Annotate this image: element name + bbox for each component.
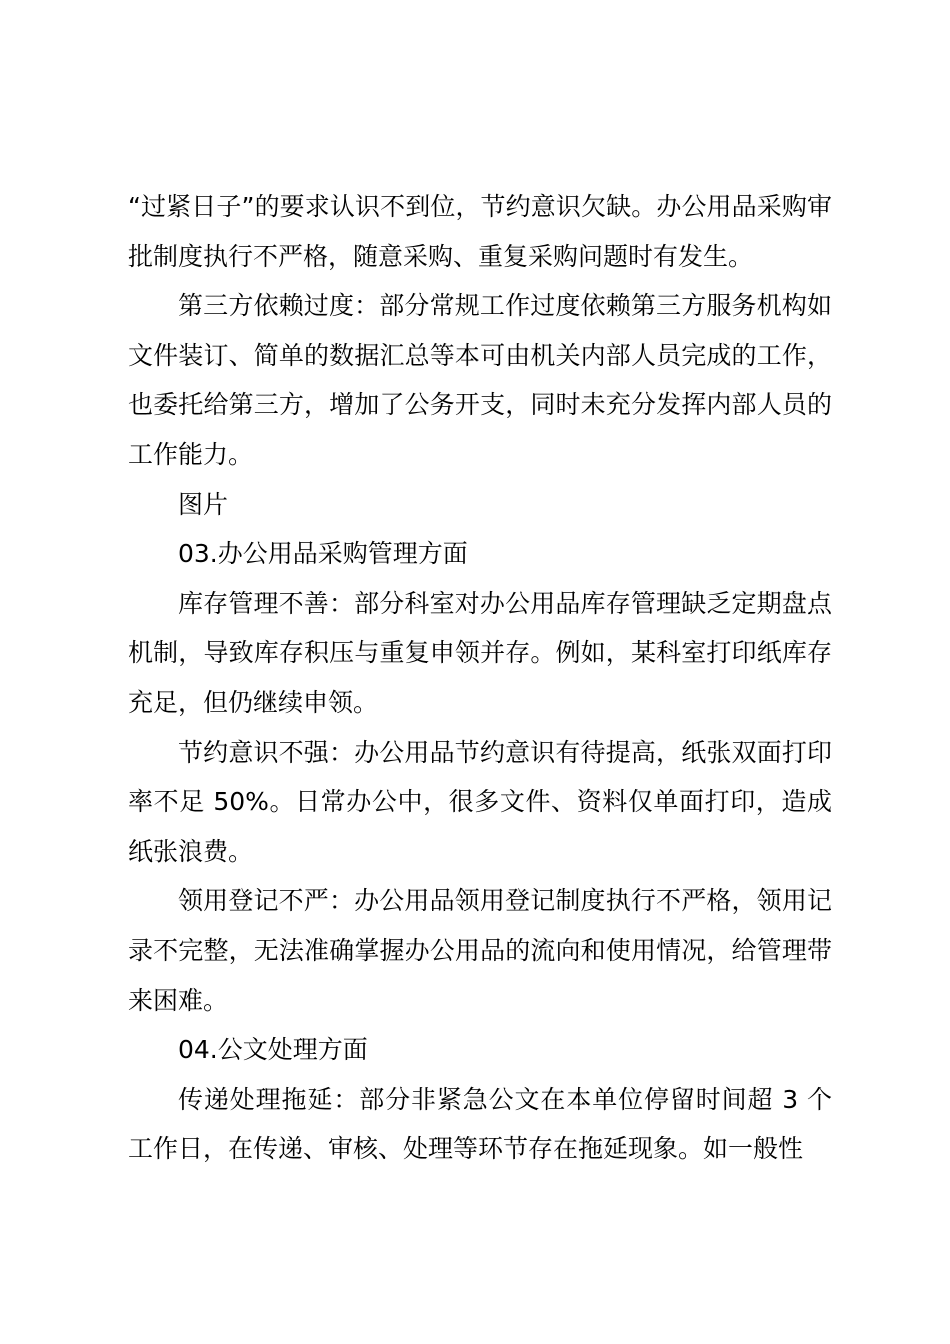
document-page [128, 182, 832, 1174]
paragraph-5: 库存管理不善：部分科室对办公用品库存管理缺乏定期盘点机制，导致库存积压与重复申领并存。例如，某科室打印纸库存充足，但仍继续申领。 [128, 588, 832, 717]
section-heading-03: 03.办公用品采购管理方面 [178, 539, 468, 569]
paragraph-6: 节约意识不强：办公用品节约意识有待提高，纸张双面打印率不足 50%。日常办公中，很多文件、资料仅单面打印，造成纸张浪费。 [128, 737, 832, 866]
section-heading-04: 04.公文处理方面 [178, 1035, 368, 1065]
paragraph-3: 图片 [178, 489, 229, 519]
paragraph-7: 领用登记不严：办公用品领用登记制度执行不严格，领用记录不完整，无法准确掌握办公用品的流向和使用情况，给管理带来困难。 [128, 886, 832, 1015]
paragraph-1: “过紧日子”的要求认识不到位，节约意识欠缺。办公用品采购审批制度执行不严格，随意采购、重复采购问题时有发生。 [128, 192, 832, 271]
paragraph-9: 传递处理拖延：部分非紧急公文在本单位停留时间超 3 个工作日，在传递、审核、处理等环节存在拖延现象。如一般性 [128, 1084, 832, 1164]
paragraph-2: 第三方依赖过度：部分常规工作过度依赖第三方服务机构如文件装订、简单的数据汇总等本可由机关内部人员完成的工作，也委托给第三方，增加了公务开支，同时未充分发挥内部人员的工作能力。 [128, 291, 832, 469]
